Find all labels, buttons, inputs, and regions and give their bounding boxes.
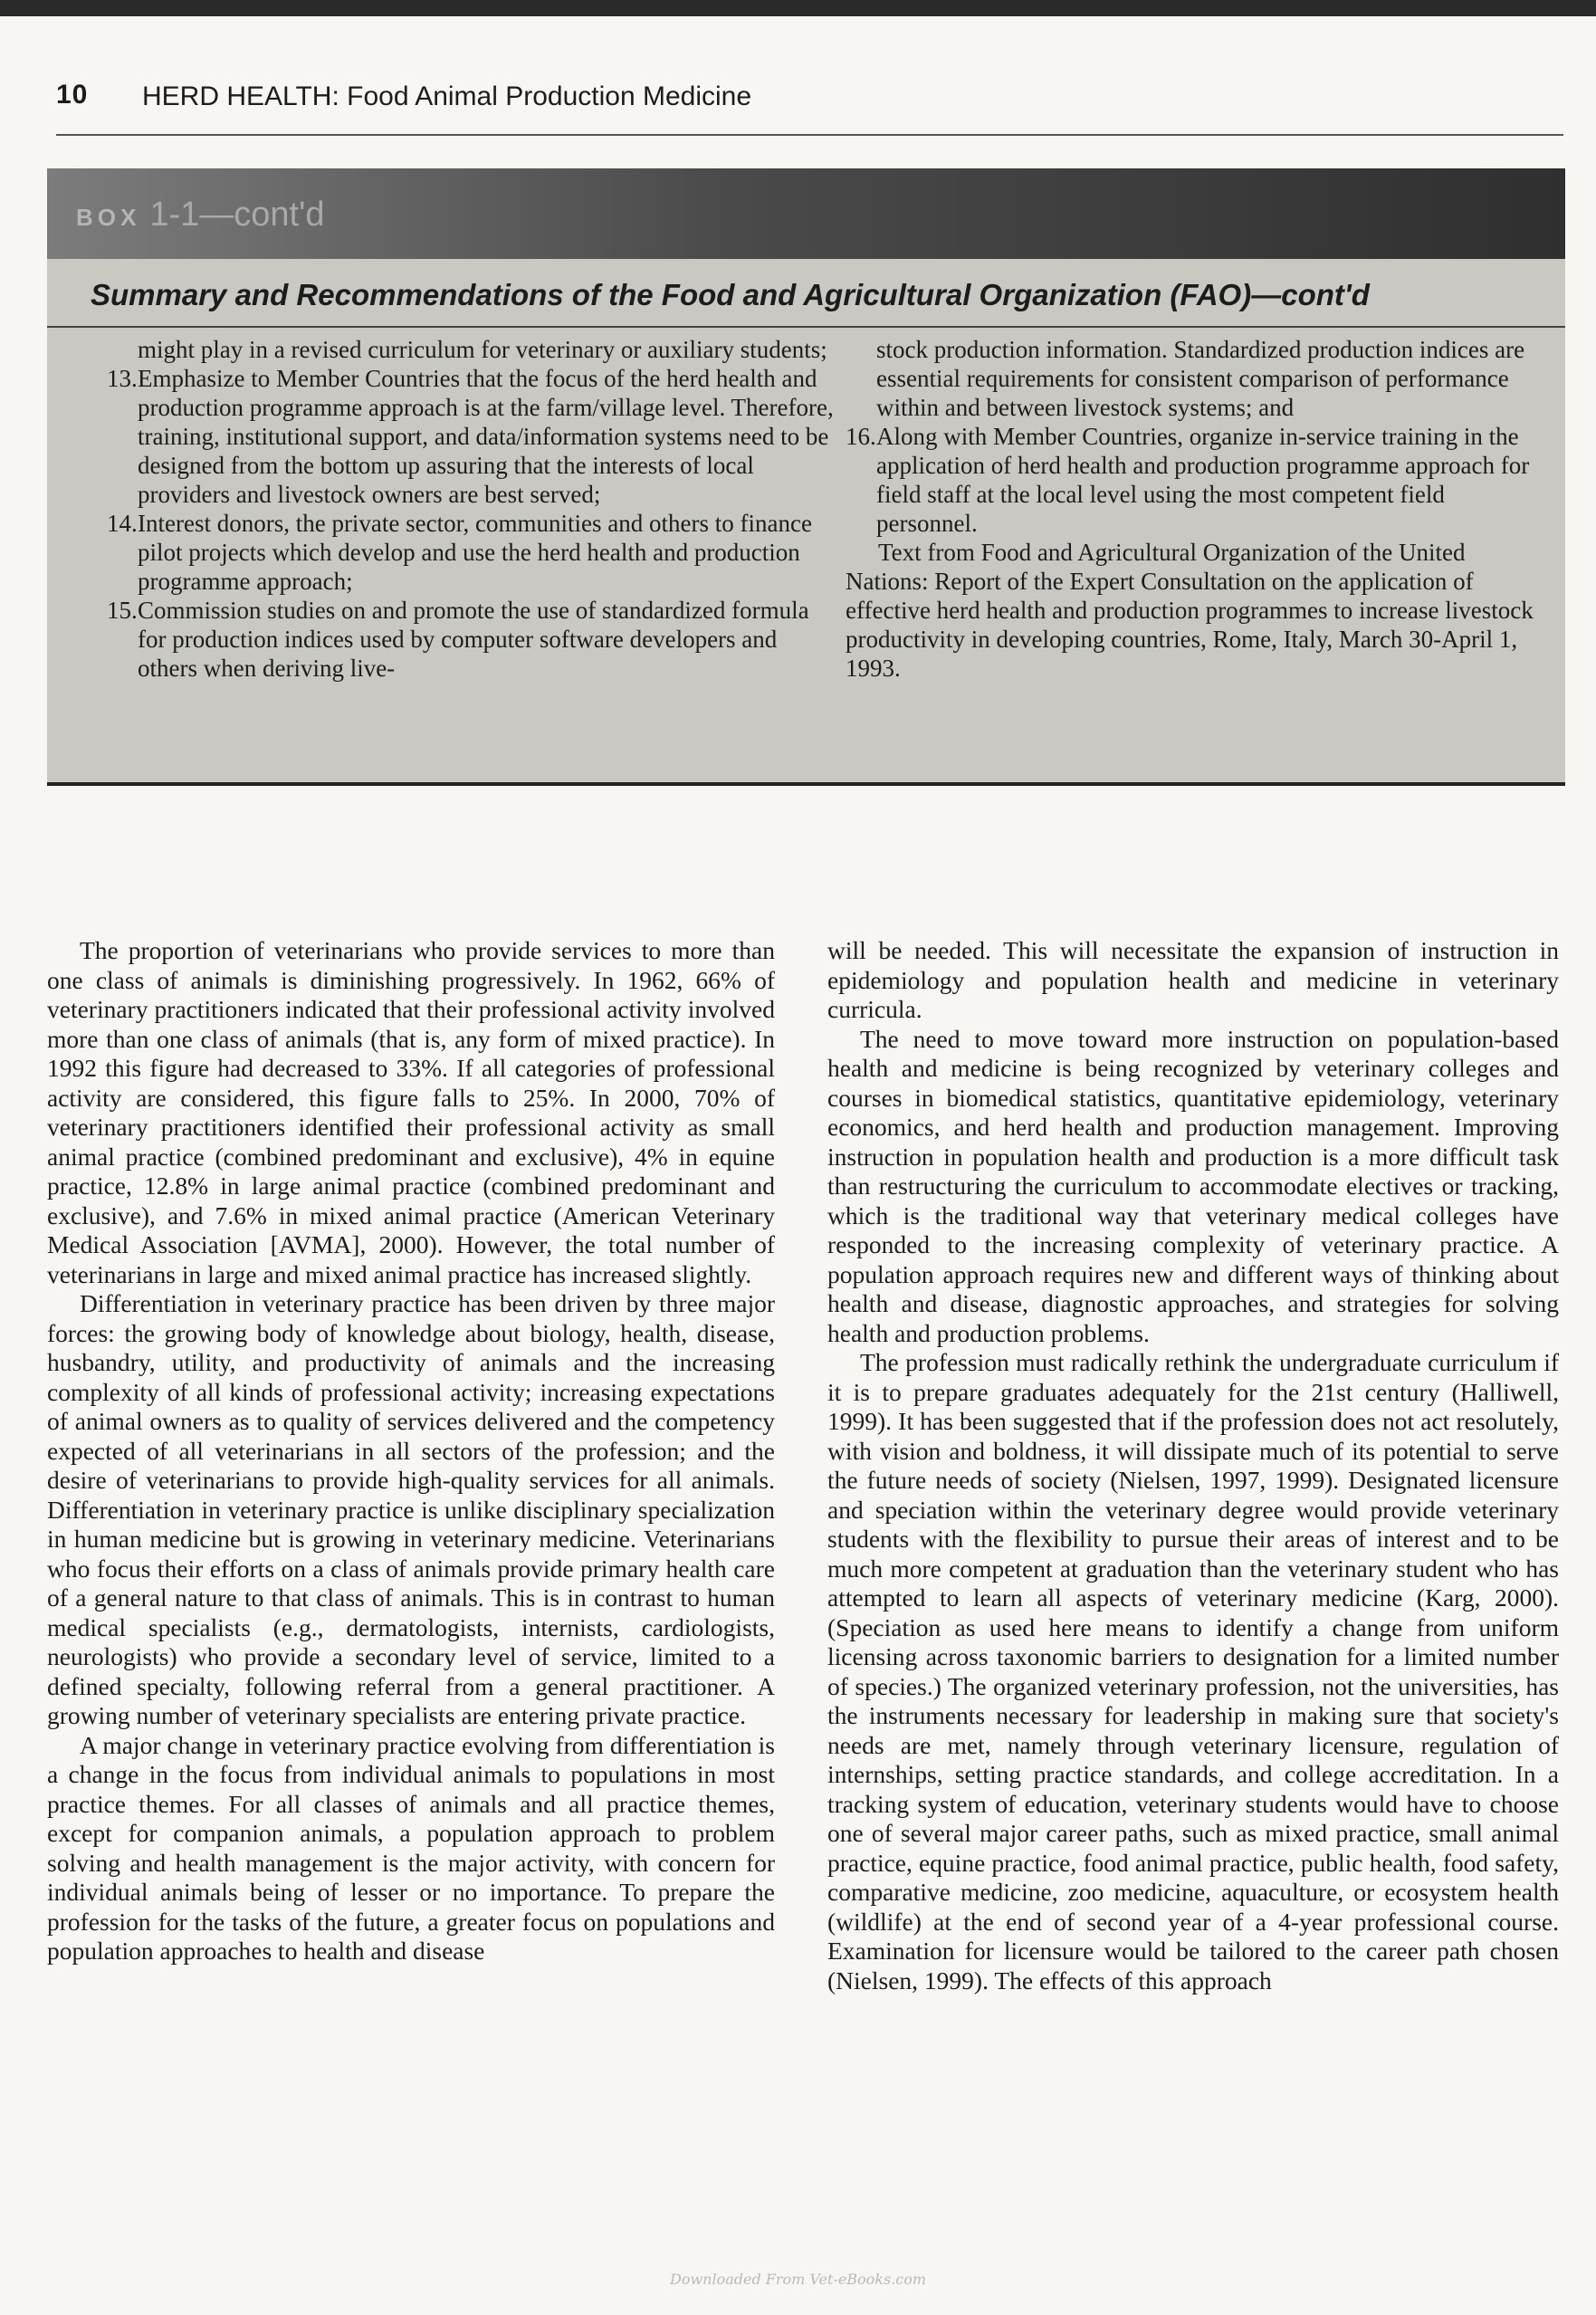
- item-number: 15.: [107, 597, 138, 624]
- box-label-number: 1-1—cont'd: [149, 196, 325, 234]
- body-right-column: [827, 936, 1559, 1995]
- box-list-item: [107, 509, 842, 596]
- body-left-column: [47, 936, 775, 1966]
- item-text: Commission studies on and promote the use of standardized formula for production indices used by computer software developers and others when deriving live-: [138, 597, 809, 682]
- box-list-item: [107, 596, 842, 683]
- box-label: [76, 196, 324, 234]
- body-paragraph: The profession must radically rethink the undergraduate curriculum if it is to prepare graduates adequately for the 21st century (Halliwell, 1999). It has been suggested that if the profession does not act resolutely, with vision and boldness, it will dissipate much of its potential to serve the future needs of society (Nielsen, 1997, 1999). Designated licensure and speciation within the veterinary degree would provide veterinary students with the flexibility to pursue their areas of interest and to be much more competent at graduation than the veterinary student who has attempted to learn all aspects of veterinary medicine (Karg, 2000). (Speciation as used here means to identify a change from uniform licensing across taxonomic barriers to designation for a limited number of species.) The organized veterinary profession, not the universities, has the instruments necessary for leadership in making sure that society's needs are met, namely through veterinary licensure, regulation of internships, setting practice standards, and college accreditation. In a tracking system of education, veterinary students would have to choose one of several major career paths, such as mixed practice, small animal practice, equine practice, food animal practice, public health, food safety, comparative medicine, zoo medicine, aquaculture, or ecosystem health (wildlife) at the end of second year of a 4-year professional course. Examination for licensure would be tailored to the career path chosen (Nielsen, 1999). The effects of this approach: [827, 1348, 1559, 1995]
- body-paragraph: The proportion of veterinarians who provide services to more than one class of animals is diminishing progressively. In 1962, 66% of veterinary practitioners indicated that their professional activity involved more than one class of animals (that is, any form of mixed practice). In 1992 this figure had decreased to 33%. If all categories of professional activity are considered, this figure falls to 25%. In 2000, 70% of veterinary practitioners identified their professional activity as small animal practice (combined predominant and exclusive), 4% in equine practice, 12.8% in large animal practice (combined predominant and exclusive), and 7.6% in mixed animal practice (American Veterinary Medical Association [AVMA], 2000). However, the total number of veterinarians in large and mixed animal practice has increased slightly.: [47, 936, 775, 1288]
- item-number: 13.: [107, 365, 138, 392]
- header-rule: [56, 134, 1563, 136]
- box-list-item: [107, 364, 842, 509]
- box-1-1: [47, 168, 1565, 786]
- box-continuation-text: stock production information. Standardized production indices are essential requirements for consistent comparison of performance within and between livestock systems; and: [876, 336, 1525, 421]
- item-text: Interest donors, the private sector, communities and others to finance pilot projects which develop and use the herd health and production programme approach;: [138, 510, 812, 595]
- running-head: HERD HEALTH: Food Animal Production Medicine: [142, 81, 752, 111]
- body-paragraph-continued: will be needed. This will necessitate the expansion of instruction in epidemiology and population health and medicine in veterinary curricula.: [827, 936, 1559, 1023]
- box-title: Summary and Recommendations of the Food and Agricultural Organization (FAO)—cont'd: [91, 278, 1370, 311]
- item-number: 14.: [107, 510, 138, 537]
- box-title-rule: [47, 326, 1565, 328]
- page-number: 10: [56, 80, 89, 110]
- box-source-note: Text from Food and Agricultural Organization of the United Nations: Report of the Expert Consultation on the application of effective herd health and production programmes to increase livestock productivity in developing countries, Rome, Italy, March 30-April 1, 1993.: [846, 539, 1534, 682]
- box-left-column: [107, 335, 842, 683]
- body-paragraph: A major change in veterinary practice evolving from differentiation is a change in the focus from individual animals to populations in most practice themes. For all classes of animals and all practice themes, except for companion animals, a population approach to problem solving and health management is the major activity, with concern for individual animals being of lesser or no importance. To prepare the profession for the tasks of the future, a greater focus on populations and population approaches to health and disease: [47, 1730, 775, 1965]
- box-label-word: BOX: [76, 204, 141, 231]
- box-bottom-rule: [47, 782, 1565, 786]
- body-paragraph: Differentiation in veterinary practice has been driven by three major forces: the growing body of knowledge about biology, health, disease, husbandry, utility, and productivity of animals and the increasing complexity of all kinds of professional activity; increasing expectations of animal owners as to quality of services delivered and the competency expected of all veterinarians in all sectors of the profession; and the desire of veterinarians to provide high-quality services for all animals. Differentiation in veterinary practice is unlike disciplinary specialization in human medicine but is growing in veterinary medicine. Veterinarians who focus their efforts on a class of animals provide primary health care of a general nature to that class of animals. This is in contrast to human medical specialists (e.g., dermatologists, internists, cardiologists, neurologists) who provide a secondary level of service, limited to a defined specialty, following referral from a general practitioner. A growing number of veterinary specialists are entering private practice.: [47, 1289, 775, 1729]
- box-list-item: [846, 422, 1552, 538]
- item-text: Emphasize to Member Countries that the focus of the herd health and production programme approach is at the farm/village level. Therefore, training, institutional support, and data/information systems need to be designed from the bottom up assuring that the interests of local providers and livestock owners are best served;: [138, 365, 834, 508]
- scan-top-edge: [0, 0, 1596, 16]
- page-header: [56, 80, 1563, 130]
- box-label-band: [47, 168, 1565, 259]
- item-text: Along with Member Countries, organize in-service training in the application of herd health and production programme approach for field staff at the local level using the most competent field personnel.: [876, 423, 1530, 537]
- download-watermark: Downloaded From Vet-eBooks.com: [670, 2271, 927, 2288]
- item-number: 16.: [846, 423, 876, 450]
- box-continuation-text: might play in a revised curriculum for veterinary or auxiliary students;: [138, 336, 827, 363]
- body-paragraph: The need to move toward more instruction on population-based health and medicine is being recognized by veterinary colleges and courses in biomedical statistics, quantitative epidemiology, veterinary economics, and herd health and production management. Improving instruction in population health and production is a more difficult task than restructuring the curriculum to accommodate electives or tracking, which is the traditional way that veterinary medical colleges have responded to the increasing complexity of veterinary practice. A population approach requires new and different ways of thinking about health and disease, diagnostic approaches, and strategies for solving health and production problems.: [827, 1024, 1559, 1347]
- box-right-column: [846, 335, 1552, 683]
